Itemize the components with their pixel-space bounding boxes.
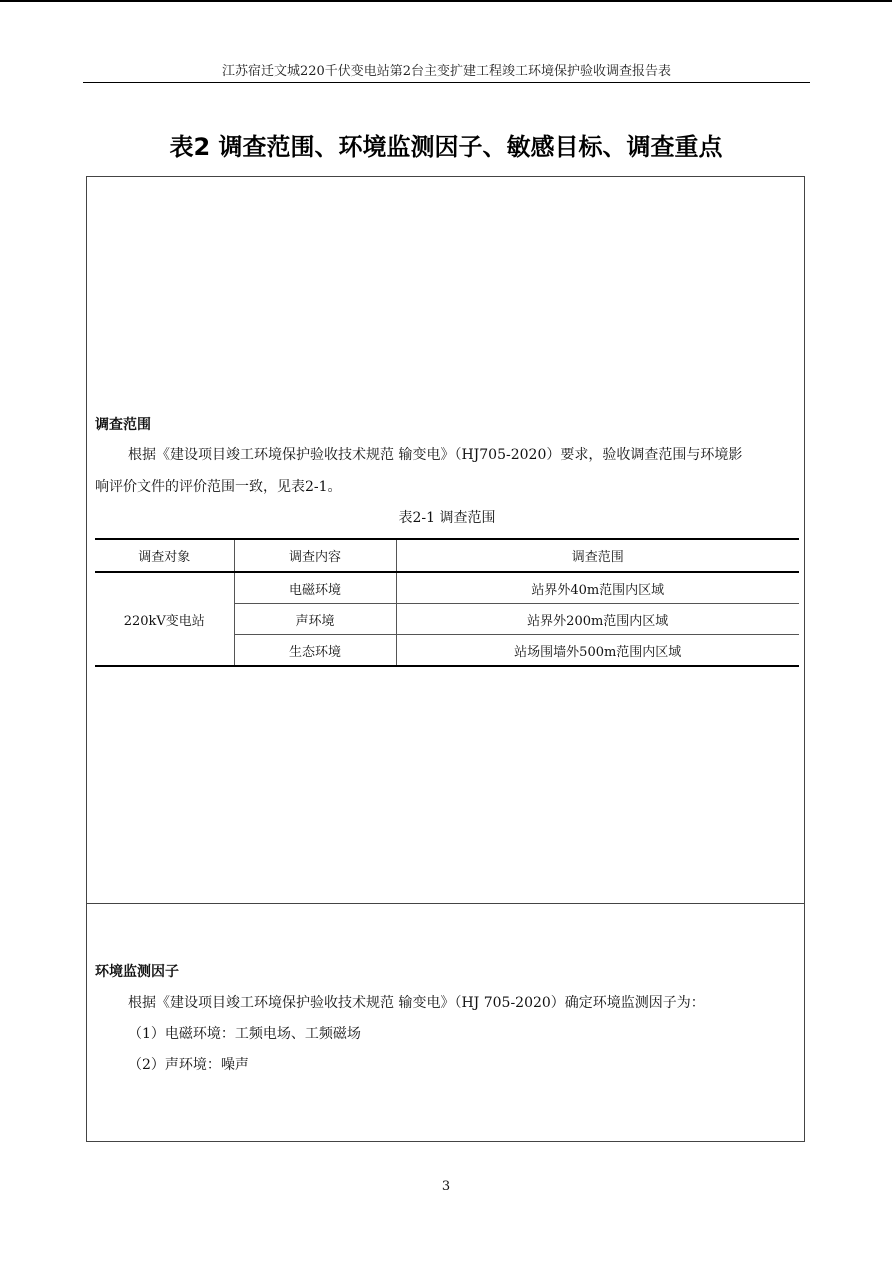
page-number: 3: [441, 1179, 451, 1194]
survey-scope-paragraph-line2: 响评价文件的评价范围一致，见表2-1。: [95, 479, 342, 495]
table-caption: 表2-1 调查范围: [398, 510, 496, 526]
table-row: [95, 572, 799, 604]
monitoring-factor-item: （1）电磁环境：工频电场、工频磁场: [128, 1026, 361, 1042]
survey-object-cell: 220kV变电站: [95, 572, 234, 666]
survey-content-cell: 电磁环境: [234, 572, 396, 604]
page-title: 表2 调查范围、环境监测因子、敏感目标、调查重点: [169, 133, 723, 161]
table-header-row: [95, 539, 799, 572]
survey-range-cell: 站界外200m范围内区域: [396, 604, 799, 635]
monitoring-factors-paragraph: 根据《建设项目竣工环境保护验收技术规范 输变电》（HJ 705-2020）确定环境监测因子为：: [128, 995, 705, 1011]
running-header: 江苏宿迁文城220千伏变电站第2台主变扩建工程竣工环境保护验收调查报告表: [221, 64, 672, 79]
column-header-range: 调查范围: [396, 539, 799, 572]
frame-divider: [86, 903, 805, 904]
survey-range-cell: 站场围墙外500m范围内区域: [396, 635, 799, 667]
survey-content-cell: 声环境: [234, 604, 396, 635]
top-border-rule: [0, 0, 892, 2]
survey-scope-table: [95, 538, 799, 667]
header-rule: [83, 82, 810, 83]
survey-content-cell: 生态环境: [234, 635, 396, 667]
survey-range-cell: 站界外40m范围内区域: [396, 572, 799, 604]
monitoring-factors-heading: 环境监测因子: [95, 964, 179, 980]
monitoring-factor-item: （2）声环境：噪声: [128, 1057, 249, 1073]
survey-scope-paragraph-line1: 根据《建设项目竣工环境保护验收技术规范 输变电》（HJ705-2020）要求，验收调查范围与环境影: [128, 447, 743, 463]
column-header-object: 调查对象: [95, 539, 234, 572]
survey-scope-heading: 调查范围: [95, 417, 151, 433]
column-header-content: 调查内容: [234, 539, 396, 572]
